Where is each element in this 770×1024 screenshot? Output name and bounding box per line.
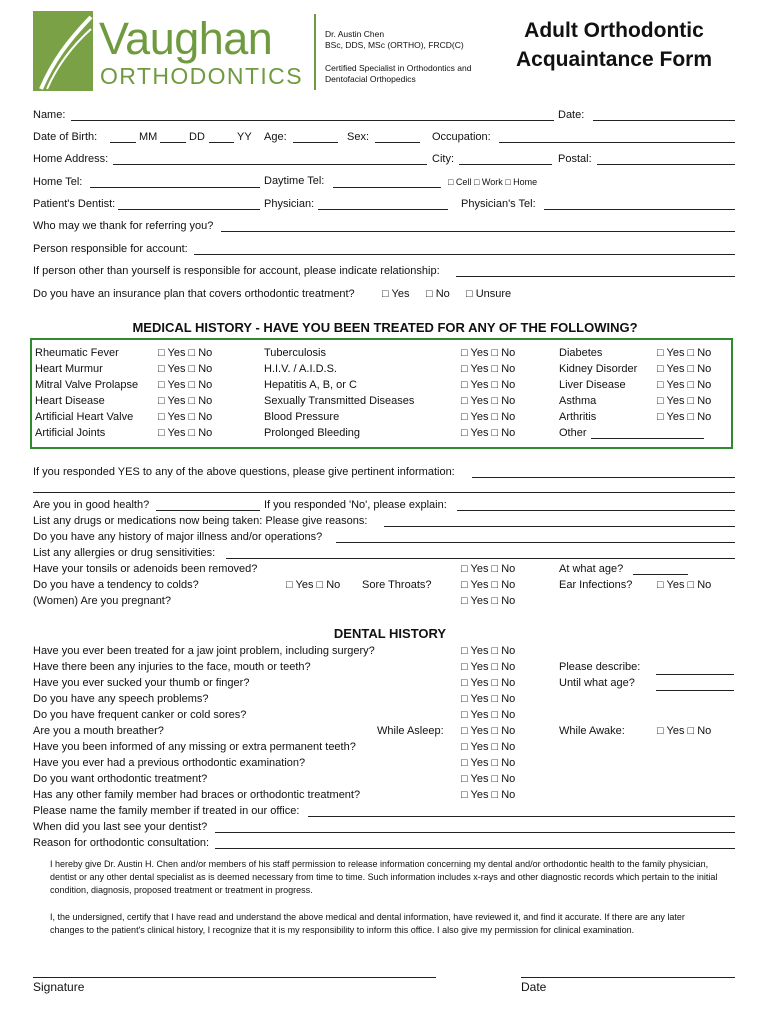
dental-question-label: Do you have any speech problems? — [33, 693, 209, 705]
city-field[interactable] — [459, 164, 552, 165]
insurance-yes-checkbox[interactable]: □ Yes — [382, 288, 410, 300]
physicians-tel-label: Physician's Tel: — [461, 198, 536, 210]
until-what-age-field[interactable] — [656, 690, 734, 691]
insurance-unsure-checkbox[interactable]: □ Unsure — [466, 288, 512, 300]
city-label: City: — [432, 153, 454, 165]
age-field[interactable] — [293, 142, 338, 143]
medical-condition-label: H.I.V. / A.I.D.S. — [264, 363, 337, 375]
sex-field[interactable] — [375, 142, 420, 143]
dental-question-label: Are you a mouth breather? — [33, 725, 164, 737]
brand-name: Vaughan — [99, 13, 273, 64]
doctor-name: Dr. Austin Chen — [325, 29, 385, 39]
medical-condition-label: Blood Pressure — [264, 411, 340, 423]
family-member-label: Please name the family member if treated in our office: — [33, 805, 300, 817]
medical-condition-yes-no[interactable]: □ Yes □ No — [158, 379, 213, 391]
allergies-field[interactable] — [226, 558, 735, 559]
medical-condition-yes-no[interactable]: □ Yes □ No — [461, 347, 516, 359]
last-dentist-label: When did you last see your dentist? — [33, 821, 208, 833]
dental-question-yes-no[interactable]: □ Yes □ No — [461, 661, 516, 673]
dob-mm-field[interactable] — [110, 142, 136, 143]
responsible-label: Person responsible for account: — [33, 243, 188, 255]
medical-condition-label: Heart Disease — [35, 395, 105, 407]
logo-mark — [33, 11, 93, 91]
colds-yes-no[interactable]: □ Yes □ No — [286, 579, 341, 591]
name-label: Name: — [33, 109, 66, 121]
dob-yy-label: YY — [237, 131, 252, 143]
pertinent-info-field[interactable] — [472, 477, 735, 478]
medical-condition-label: Mitral Valve Prolapse — [35, 379, 139, 391]
pregnant-label: (Women) Are you pregnant? — [33, 595, 171, 607]
medical-condition-label: Hepatitis A, B, or C — [264, 379, 357, 391]
certification-line2: Dentofacial Orthopedics — [325, 74, 416, 84]
occupation-field[interactable] — [499, 142, 735, 143]
form-title-line2: Acquaintance Form — [515, 48, 713, 71]
sore-throats-yes-no[interactable]: □ Yes □ No — [461, 579, 516, 591]
medical-condition-yes-no[interactable]: □ Yes □ No — [657, 347, 712, 359]
logo-swoosh-icon — [33, 11, 93, 91]
home-tel-label: Home Tel: — [33, 176, 83, 188]
medical-condition-yes-no[interactable]: □ Yes □ No — [158, 363, 213, 375]
please-describe-label: Please describe: — [559, 661, 641, 673]
medical-condition-yes-no[interactable]: □ Yes □ No — [657, 379, 712, 391]
medical-condition-yes-no[interactable]: □ Yes □ No — [158, 347, 213, 359]
dental-history-heading: DENTAL HISTORY — [333, 626, 447, 641]
medical-condition-label: Diabetes — [559, 347, 603, 359]
physicians-tel-field[interactable] — [544, 209, 735, 210]
tonsils-label: Have your tonsils or adenoids been removed? — [33, 563, 258, 575]
medical-condition-yes-no[interactable]: □ Yes □ No — [461, 395, 516, 407]
physician-label: Physician: — [264, 198, 315, 210]
other-condition-label: Other — [559, 427, 587, 439]
phone-type-options[interactable]: □ Cell □ Work □ Home — [448, 177, 538, 187]
if-no-explain-field[interactable] — [457, 510, 735, 511]
medical-condition-yes-no[interactable]: □ Yes □ No — [158, 427, 213, 439]
doctor-credentials: BSc, DDS, MSc (ORTHO), FRCD(C) — [325, 40, 464, 50]
home-address-field[interactable] — [113, 164, 427, 165]
medical-history-box — [30, 338, 733, 449]
dob-mm-label: MM — [139, 131, 158, 143]
responsible-field[interactable] — [194, 254, 735, 255]
other-condition-field[interactable] — [591, 438, 704, 439]
illness-field[interactable] — [336, 542, 735, 543]
dob-dd-field[interactable] — [160, 142, 186, 143]
certification-line1: Certified Specialist in Orthodontics and — [325, 63, 472, 73]
date-field[interactable] — [593, 120, 735, 121]
medical-condition-label: Artificial Heart Valve — [35, 411, 134, 423]
medical-condition-label: Heart Murmur — [35, 363, 103, 375]
dental-question-label: Have you ever sucked your thumb or finger? — [33, 677, 250, 689]
illness-label: Do you have any history of major illness and/or operations? — [33, 531, 323, 543]
medical-condition-yes-no[interactable]: □ Yes □ No — [657, 363, 712, 375]
colds-label: Do you have a tendency to colds? — [33, 579, 199, 591]
drugs-field[interactable] — [384, 526, 735, 527]
medical-condition-yes-no[interactable]: □ Yes □ No — [158, 395, 213, 407]
tonsils-yes-no[interactable]: □ Yes □ No — [461, 563, 516, 575]
physician-field[interactable] — [318, 209, 448, 210]
sore-throats-label: Sore Throats? — [362, 579, 432, 591]
medical-condition-label: Prolonged Bleeding — [264, 427, 361, 439]
dental-question-yes-no[interactable]: □ Yes □ No — [461, 693, 516, 705]
referral-field[interactable] — [221, 231, 735, 232]
form-title-line1: Adult Orthodontic — [524, 19, 704, 42]
medical-condition-yes-no[interactable]: □ Yes □ No — [158, 411, 213, 423]
brand-subtitle: ORTHODONTICS — [100, 63, 303, 89]
dental-question-label: Have you ever had a previous orthodontic examination? — [33, 757, 306, 769]
medical-condition-label: Arthritis — [559, 411, 597, 423]
pertinent-info-field-line2[interactable] — [33, 492, 735, 493]
occupation-label: Occupation: — [432, 131, 491, 143]
consent-paragraph-1: I hereby give Dr. Austin H. Chen and/or members of his staff permission to release information concerning my dental and/or orthodontic health to the family physician, dentist or any other dental specialist as is deemed necessary from time to time. Such information includes x-rays and other diagnostic records which pertain to the initial condition, diagnosis, proposed treatment or treatment in progress. — [50, 859, 718, 895]
dental-question-yes-no[interactable]: □ Yes □ No — [461, 645, 516, 657]
ear-infections-label: Ear Infections? — [559, 579, 633, 591]
good-health-label: Are you in good health? — [33, 499, 150, 511]
medical-condition-label: Asthma — [559, 395, 597, 407]
medical-condition-yes-no[interactable]: □ Yes □ No — [461, 379, 516, 391]
home-tel-field[interactable] — [90, 187, 260, 188]
insurance-label: Do you have an insurance plan that covers orthodontic treatment? — [33, 288, 355, 300]
date-label: Date: — [558, 109, 585, 121]
while-awake-yes-no[interactable]: □ Yes □ No — [657, 725, 712, 737]
name-field[interactable] — [71, 120, 554, 121]
consultation-reason-field[interactable] — [215, 848, 735, 849]
tonsils-age-field[interactable] — [633, 574, 688, 575]
pertinent-info-label: If you responded YES to any of the above questions, please give pertinent information: — [33, 466, 455, 478]
medical-condition-label: Tuberculosis — [264, 347, 326, 359]
while-asleep-label: While Asleep: — [377, 725, 444, 737]
header-divider — [314, 14, 316, 90]
medical-condition-yes-no[interactable]: □ Yes □ No — [461, 363, 516, 375]
dental-question-yes-no[interactable]: □ Yes □ No — [461, 709, 516, 721]
referral-label: Who may we thank for referring you? — [33, 220, 214, 232]
patients-dentist-field[interactable] — [118, 209, 260, 210]
home-address-label: Home Address: — [33, 153, 109, 165]
dental-question-yes-no[interactable]: □ Yes □ No — [461, 725, 516, 737]
age-label: Age: — [264, 131, 287, 143]
signature-field[interactable] — [33, 977, 436, 978]
last-dentist-field[interactable] — [215, 832, 735, 833]
dental-question-yes-no[interactable]: □ Yes □ No — [461, 741, 516, 753]
pregnant-yes-no[interactable]: □ Yes □ No — [461, 595, 516, 607]
dental-question-label: Do you want orthodontic treatment? — [33, 773, 208, 785]
daytime-tel-field[interactable] — [333, 187, 441, 188]
medical-condition-label: Rheumatic Fever — [35, 347, 119, 359]
medical-condition-yes-no[interactable]: □ Yes □ No — [657, 395, 712, 407]
please-describe-field[interactable] — [656, 674, 734, 675]
sex-label: Sex: — [347, 131, 370, 143]
signature-date-field[interactable] — [521, 977, 735, 978]
good-health-field[interactable] — [156, 510, 260, 511]
postal-label: Postal: — [558, 153, 592, 165]
signature-label: Signature — [33, 980, 85, 994]
ear-infections-yes-no[interactable]: □ Yes □ No — [657, 579, 712, 591]
dental-question-label: Have there been any injuries to the face, mouth or teeth? — [33, 661, 311, 673]
dental-question-label: Has any other family member had braces or orthodontic treatment? — [33, 789, 361, 801]
medical-condition-yes-no[interactable]: □ Yes □ No — [657, 411, 712, 423]
dental-question-label: Have you been informed of any missing or extra permanent teeth? — [33, 741, 356, 753]
family-member-field[interactable] — [308, 816, 735, 817]
consent-paragraph-2: I, the undersigned, certify that I have read and understand the above medical and dental information, have reviewed it, and find it accurate. If there are any later changes to the patient's clinical history, I recognize that it is my responsibility to inform this office. I also give my permission for clinical examination. — [50, 912, 685, 935]
medical-condition-label: Artificial Joints — [35, 427, 106, 439]
while-awake-label: While Awake: — [559, 725, 625, 737]
medical-condition-label: Sexually Transmitted Diseases — [264, 395, 415, 407]
tonsils-age-label: At what age? — [559, 563, 624, 575]
signature-date-label: Date — [521, 980, 547, 994]
allergies-label: List any allergies or drug sensitivities: — [33, 547, 216, 559]
relationship-field[interactable] — [456, 276, 735, 277]
relationship-label: If person other than yourself is responsible for account, please indicate relationship: — [33, 265, 440, 277]
until-what-age-label: Until what age? — [559, 677, 635, 689]
medical-condition-yes-no[interactable]: □ Yes □ No — [461, 411, 516, 423]
dental-question-yes-no[interactable]: □ Yes □ No — [461, 773, 516, 785]
if-no-explain-label: If you responded 'No', please explain: — [264, 499, 447, 511]
patients-dentist-label: Patient's Dentist: — [33, 198, 116, 210]
medical-condition-label: Kidney Disorder — [559, 363, 638, 375]
insurance-no-checkbox[interactable]: □ No — [426, 288, 450, 300]
dob-yy-field[interactable] — [209, 142, 234, 143]
dental-question-label: Have you ever been treated for a jaw joint problem, including surgery? — [33, 645, 375, 657]
dental-question-yes-no[interactable]: □ Yes □ No — [461, 677, 516, 689]
medical-history-heading: MEDICAL HISTORY - HAVE YOU BEEN TREATED FOR ANY OF THE FOLLOWING? — [132, 320, 638, 335]
dob-label: Date of Birth: — [33, 131, 98, 143]
medical-condition-label: Liver Disease — [559, 379, 626, 391]
daytime-tel-label: Daytime Tel: — [264, 175, 325, 187]
drugs-label: List any drugs or medications now being taken: Please give reasons: — [33, 515, 368, 527]
postal-field[interactable] — [597, 164, 735, 165]
consultation-reason-label: Reason for orthodontic consultation: — [33, 837, 210, 849]
medical-condition-yes-no[interactable]: □ Yes □ No — [461, 427, 516, 439]
dental-question-yes-no[interactable]: □ Yes □ No — [461, 789, 516, 801]
dental-question-yes-no[interactable]: □ Yes □ No — [461, 757, 516, 769]
dental-question-label: Do you have frequent canker or cold sores? — [33, 709, 247, 721]
dob-dd-label: DD — [189, 131, 205, 143]
